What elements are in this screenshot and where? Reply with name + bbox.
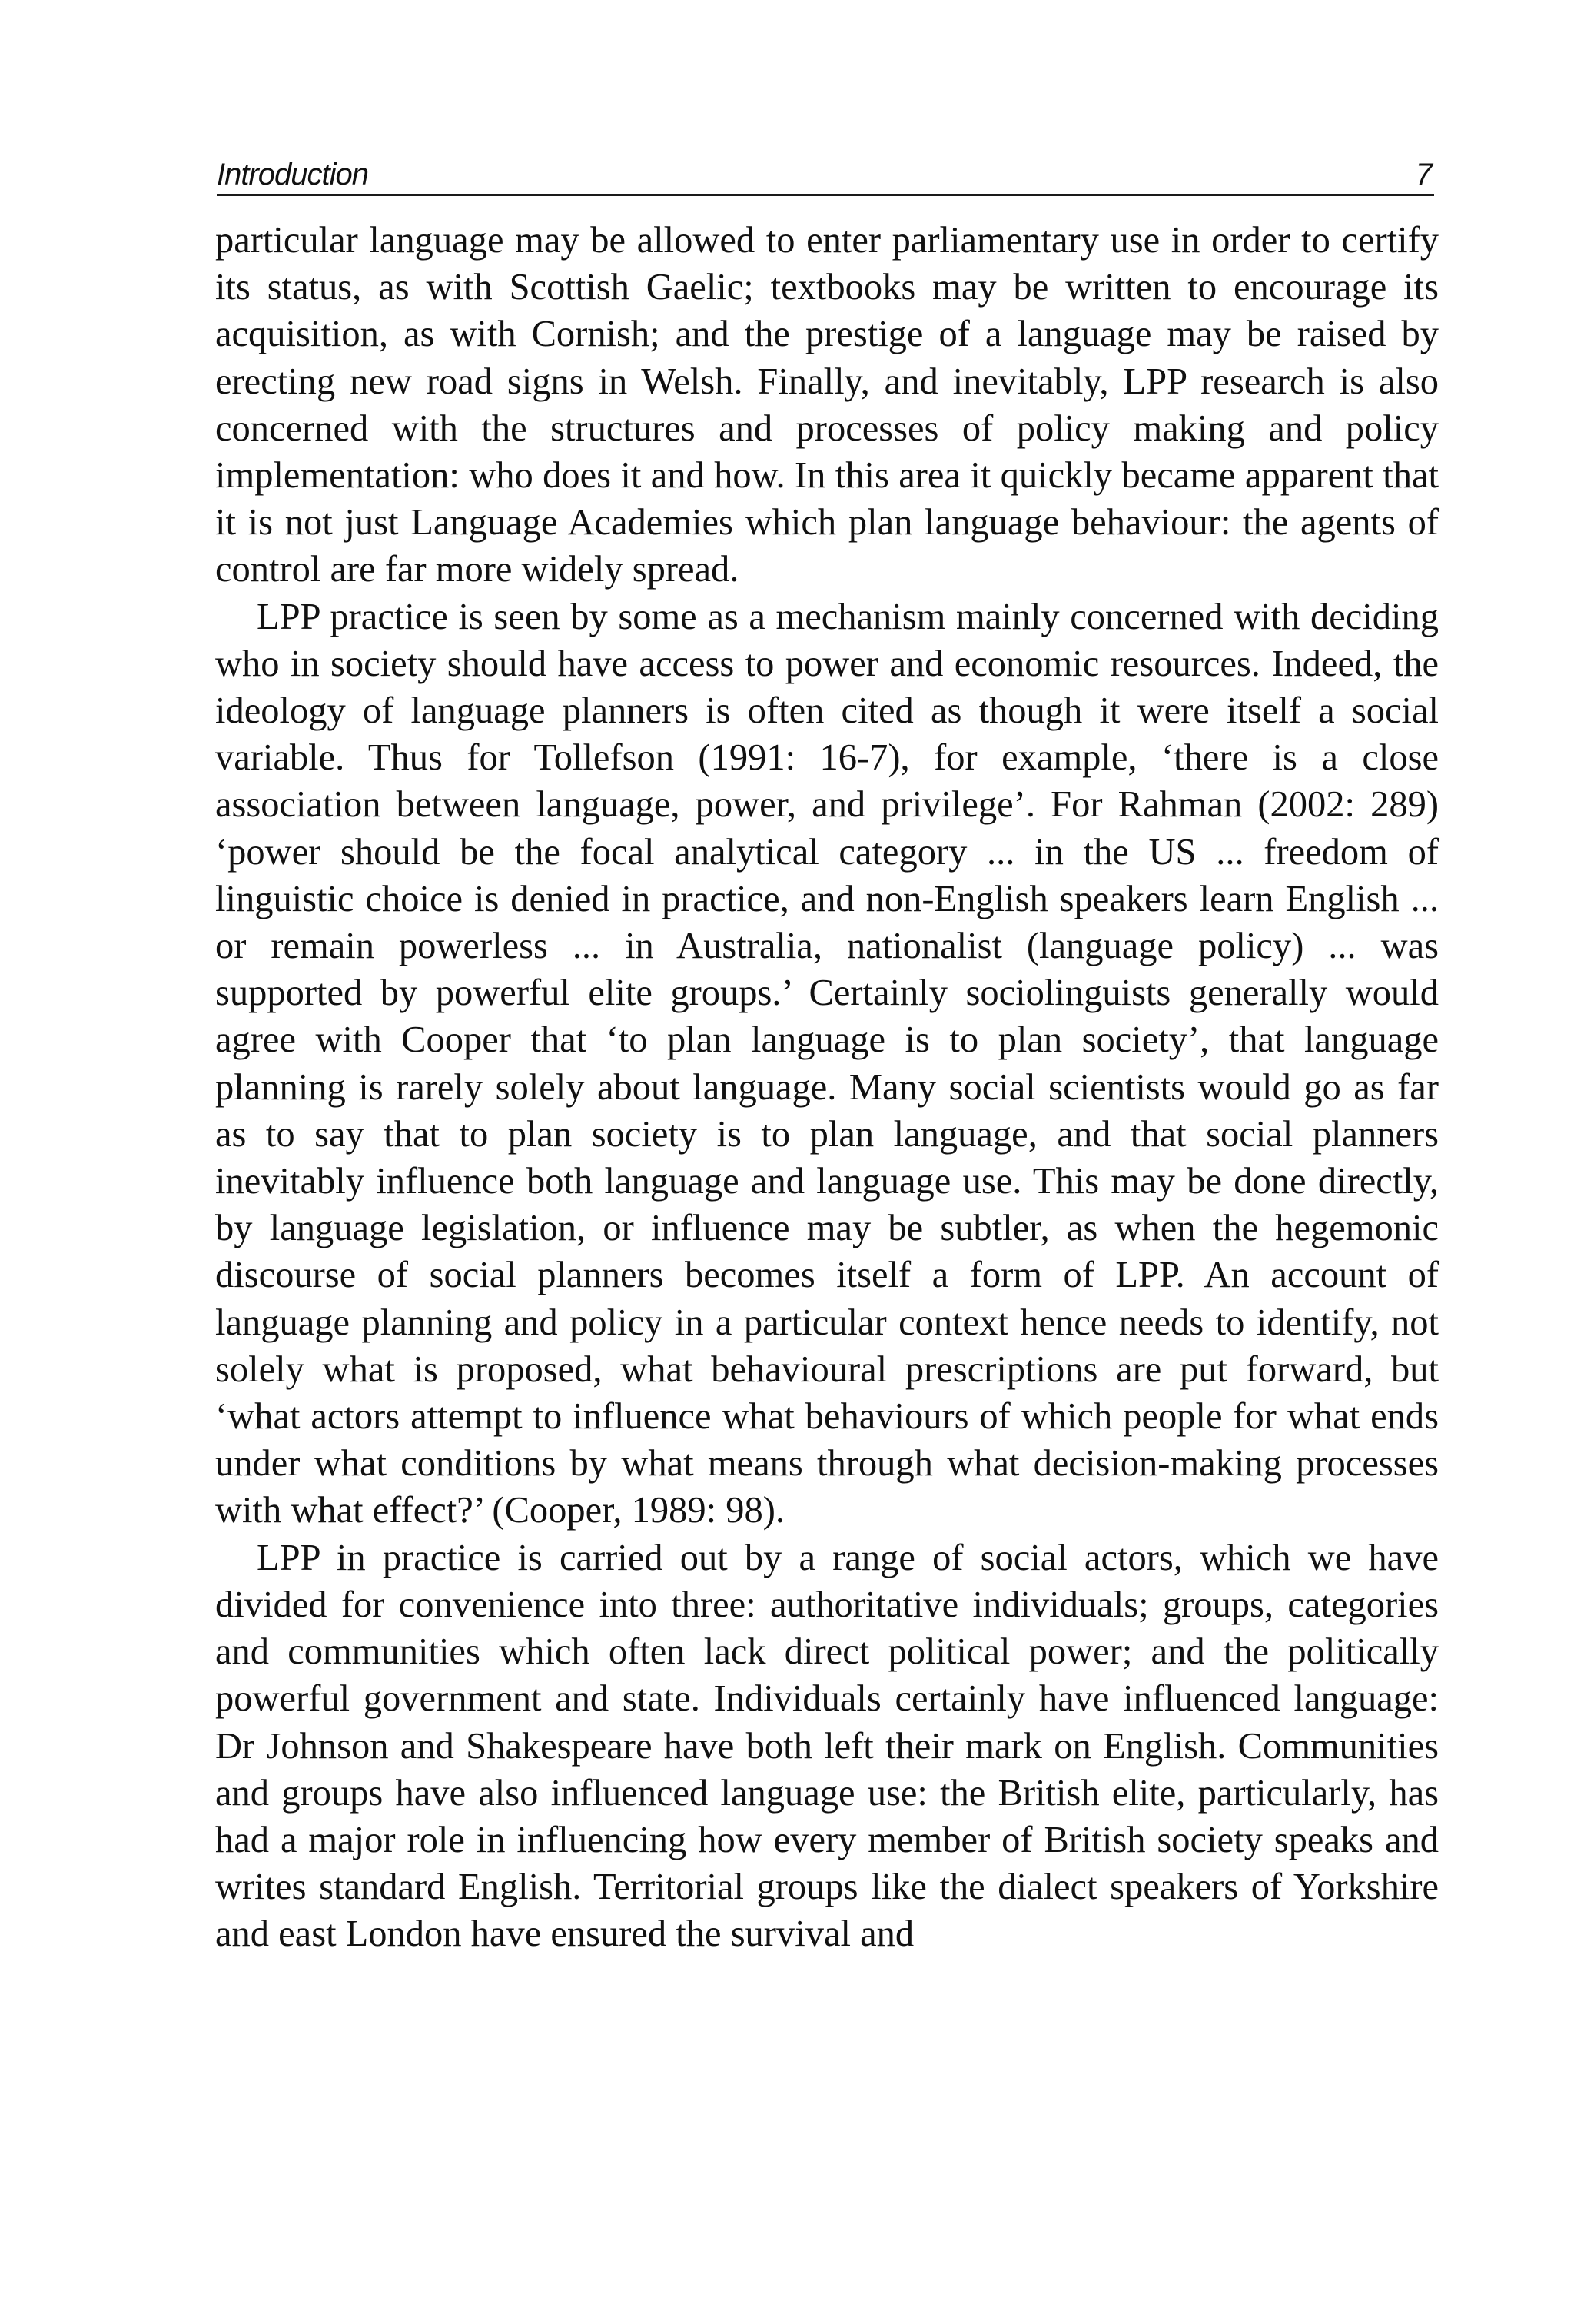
paragraph-1: particular language may be allowed to enter parliamentary use in order to certify its status, as with Scottish Gaelic; textbooks may be written to encourage its acquisition, as with Cornish; and the prestige of a language may be raised by erecting new road signs in Welsh. Finally, and inevitably, LPP research is also concerned with the structures and processes of policy making and policy implementation: who does it and how. In this area it quickly became apparent that it is not just Language Academies which plan language behaviour: the agents of control are far more widely spread. [215,220,1439,590]
paragraph-2: LPP practice is seen by some as a mechanism mainly concerned with deciding who in society should have access to power and economic resources. Indeed, the ideology of language planners is often cited as though it were itself a social variable. Thus for Tollefson (1991: 16-7), for example, ‘there is a close association between language, power, and privilege’. For Rahman (2002: 289) ‘power should be the focal analytical category ... in the US ... freedom of linguistic choice is denied in practice, and non-English speakers learn English ... or remain powerless ... in Australia, nationalist (language policy) ... was supported by powerful elite groups.’ Certainly sociolinguists generally would agree with Cooper that ‘to plan language is to plan society’, that language planning is rarely solely about language. Many social scientists would go as far as to say that to plan society is to plan language, and that social planners inevitably influence both language and language use. This may be done directly, by language legislation, or influence may be subtler, as when the hegemonic discourse of social planners becomes itself a form of LPP. An account of language planning and policy in a particular context hence needs to identify, not solely what is proposed, what behavioural prescriptions are put forward, but ‘what actors attempt to influence what behaviours of which people for what ends under what conditions by what means through what decision-making processes with what effect?’ (Cooper, 1989: 98). [215,596,1439,1531]
body-text [215,217,1439,1958]
running-head [217,154,1434,196]
page-number: 7 [1415,158,1433,191]
paragraph-3: LPP in practice is carried out by a range of social actors, which we have divided for convenience into three: authoritative individuals; groups, categories and communities which often lack direct political power; and the politically powerful government and state. Individuals certainly have influenced language: Dr Johnson and Shakespeare have both left their mark on English. Communities and groups have also influenced language use: the British elite, particularly, has had a major role in influencing how every member of British society speaks and writes standard English. Territorial groups like the dialect speakers of Yorkshire and east London have ensured the survival and [215,1537,1439,1955]
section-title: Introduction [217,158,369,191]
